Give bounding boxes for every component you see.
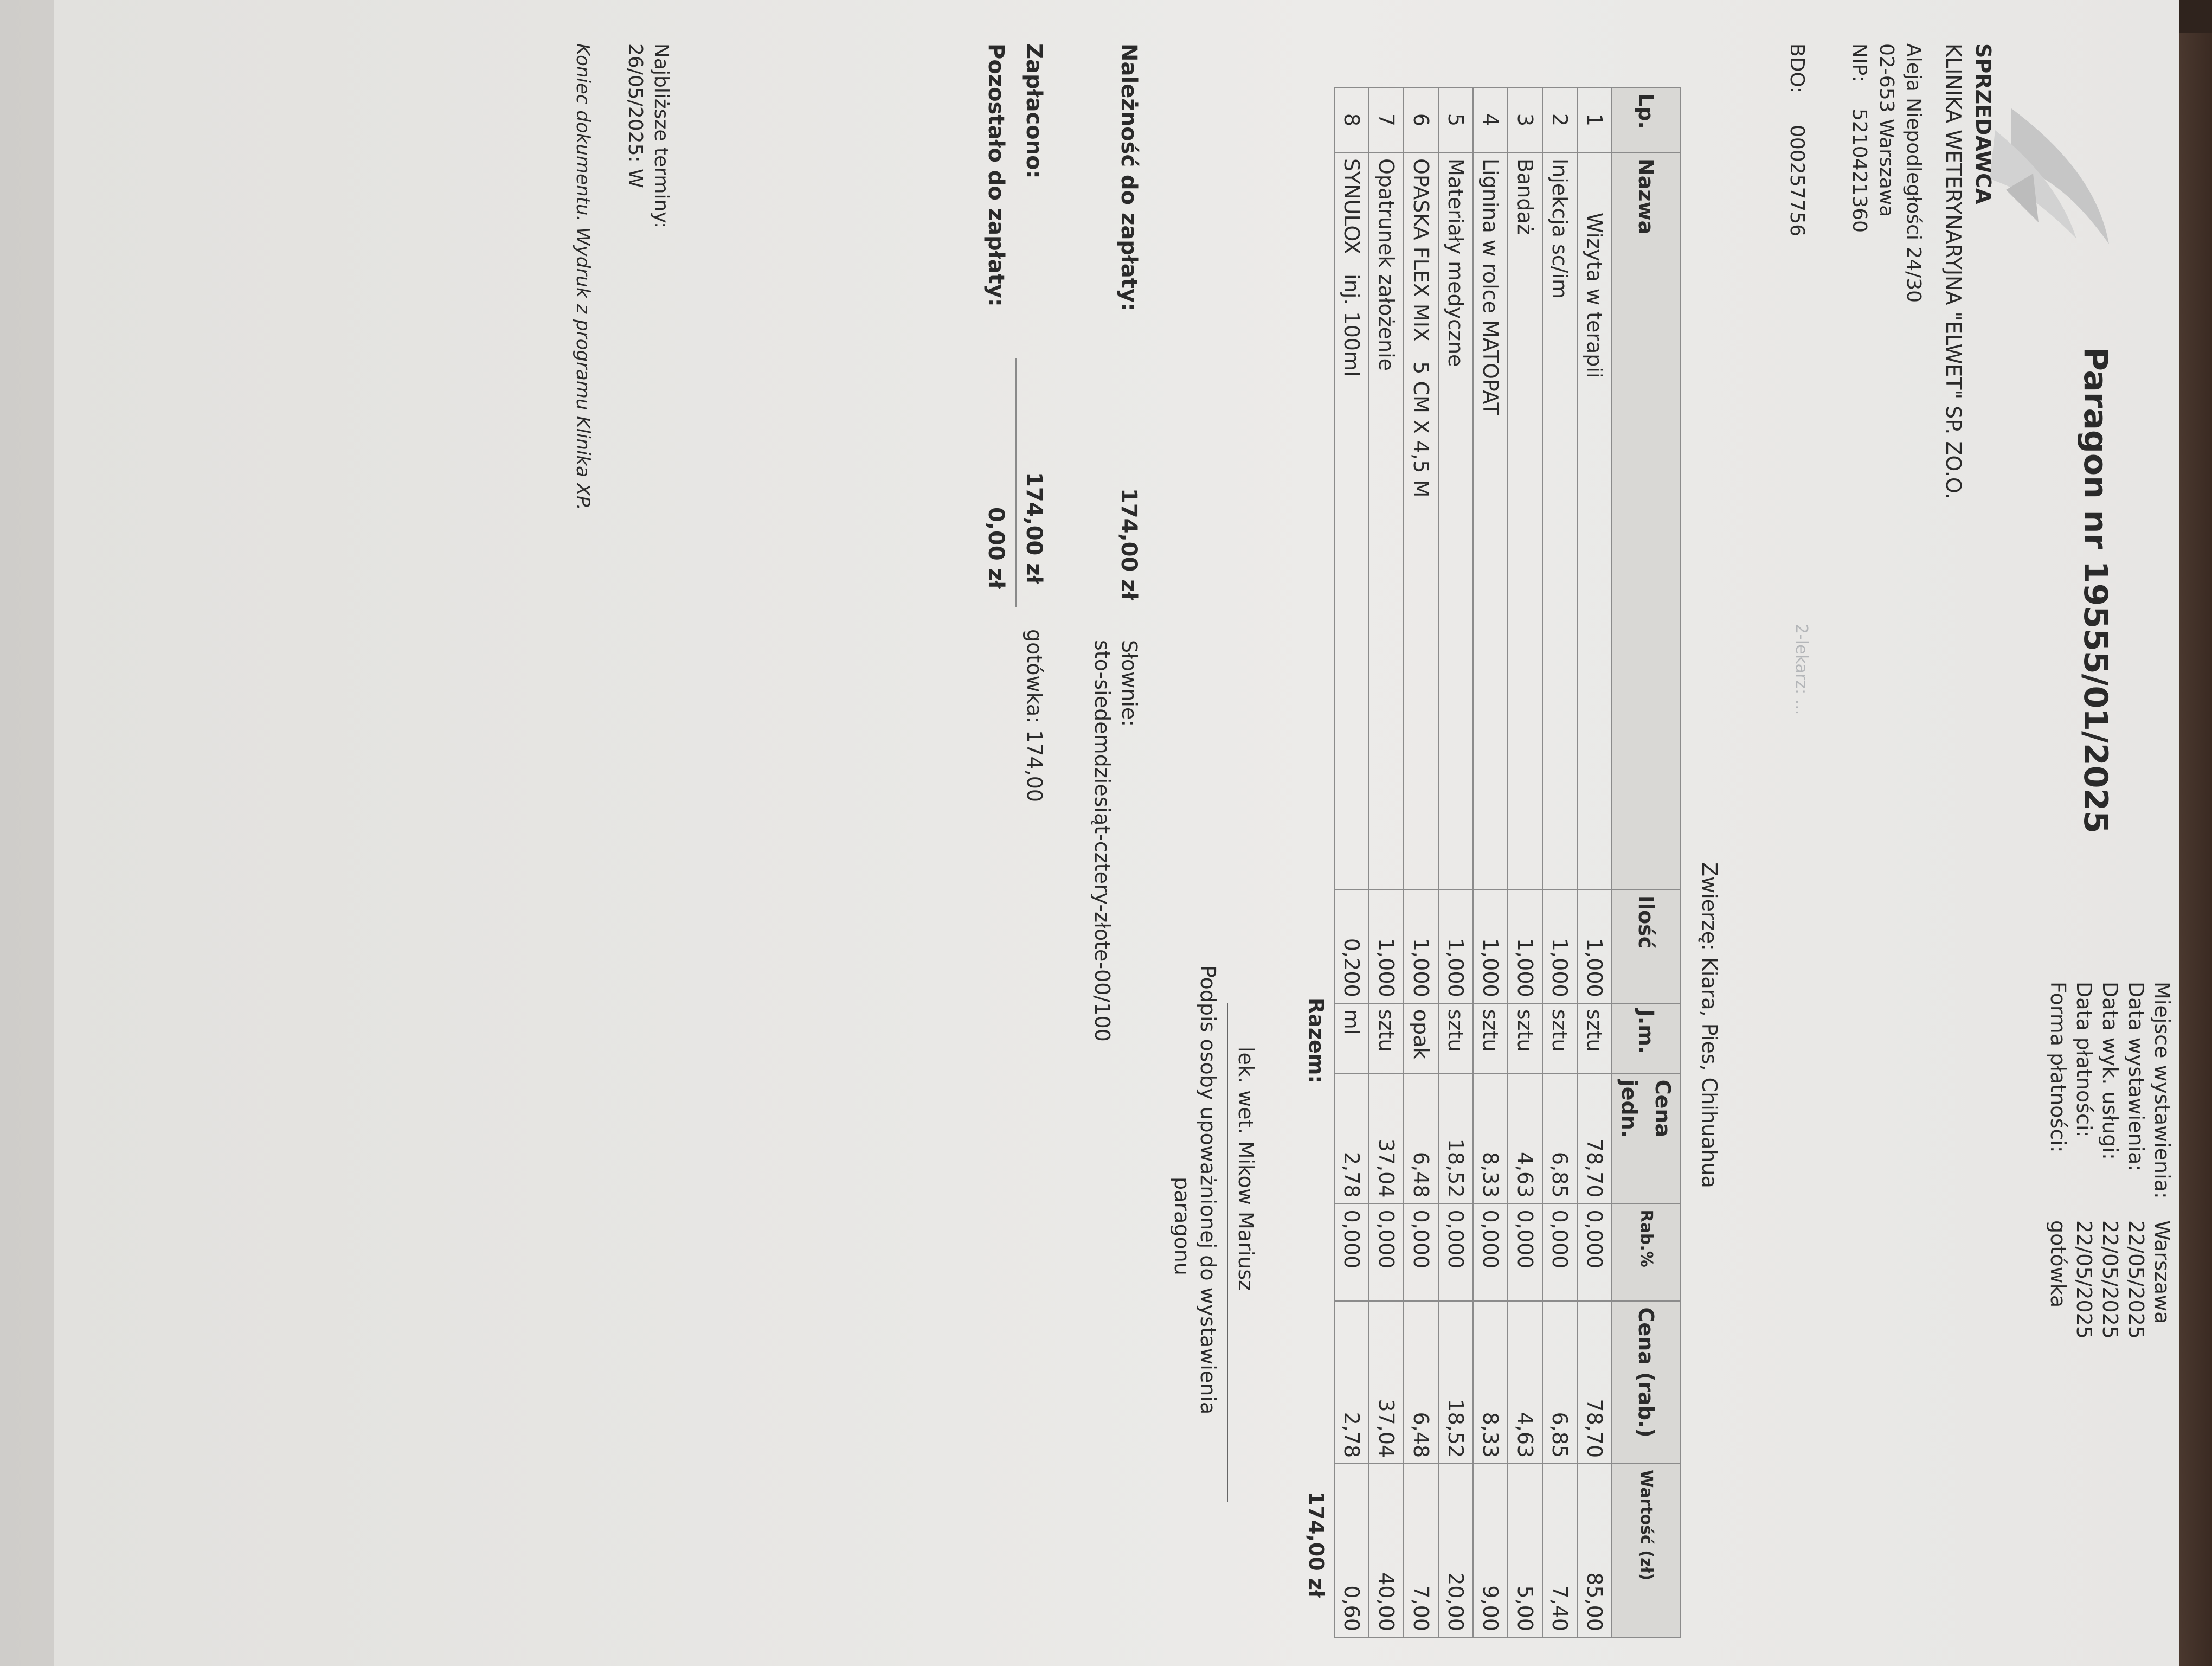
cell-unit: sztu	[1473, 1003, 1508, 1074]
col-header-lp: Lp.	[1612, 87, 1680, 152]
cell-lp: 8	[1334, 87, 1369, 152]
cell-name: Bandaż	[1508, 152, 1542, 889]
cell-lp: 3	[1508, 87, 1542, 152]
words-value: sto-siedemdziesiąt-cztery-złote-00/100	[1090, 640, 1114, 1042]
cell-unit-price: 2,78	[1334, 1074, 1369, 1204]
table-row	[1369, 87, 1404, 1637]
due-label: Należność do zapłaty:	[1116, 43, 1141, 311]
cell-qty: 1,000	[1404, 889, 1438, 1003]
table-row	[1542, 87, 1577, 1637]
col-header-discount: Rab.%	[1612, 1204, 1680, 1302]
cell-value: 9,00	[1473, 1464, 1508, 1637]
total-label: Razem:	[1304, 998, 1328, 1084]
cell-unit: opak	[1404, 1003, 1438, 1074]
cell-qty: 1,000	[1369, 889, 1404, 1003]
cell-qty: 1,000	[1508, 889, 1542, 1003]
cell-discount: 0,000	[1508, 1204, 1542, 1302]
cell-discounted-price: 18,52	[1438, 1301, 1473, 1464]
col-header-qty: Ilość	[1612, 889, 1680, 1003]
animal-info: Zwierzę: Kiara, Pies, Chihuahua	[1697, 862, 1721, 1188]
cell-lp: 6	[1404, 87, 1438, 152]
items-table	[1334, 87, 1681, 1638]
table-row	[1334, 87, 1369, 1637]
cell-unit-price: 6,48	[1404, 1074, 1438, 1204]
meta-label-issue-date: Data wystawienia:	[2124, 982, 2148, 1172]
meta-value-issue-date: 22/05/2025	[2124, 1220, 2148, 1340]
seller-city: 02-653 Warszawa	[1875, 43, 1898, 217]
cell-value: 0,60	[1334, 1464, 1369, 1637]
meta-value-payment-date: 22/05/2025	[2072, 1220, 2096, 1340]
bdo-label: BDO:	[1786, 43, 1808, 94]
cell-discounted-price: 2,78	[1334, 1301, 1369, 1464]
cell-unit: sztu	[1577, 1003, 1612, 1074]
cell-name: SYNULOX inj. 100ml	[1334, 152, 1369, 889]
cell-qty: 1,000	[1577, 889, 1612, 1003]
cell-discounted-price: 37,04	[1369, 1301, 1404, 1464]
col-header-unit: J.m.	[1612, 1003, 1680, 1074]
table-header-row	[1612, 87, 1680, 1637]
cell-qty: 1,000	[1542, 889, 1577, 1003]
cell-discounted-price: 78,70	[1577, 1301, 1612, 1464]
cell-discount: 0,000	[1369, 1204, 1404, 1302]
meta-value-service-date: 22/05/2025	[2098, 1220, 2122, 1340]
cell-discount: 0,000	[1404, 1204, 1438, 1302]
meta-label-payment-date: Data płatności:	[2072, 982, 2096, 1138]
signature-caption-1: Podpis osoby upoważnionej do wystawienia	[1196, 965, 1220, 1415]
cell-discounted-price: 4,63	[1508, 1301, 1542, 1464]
cell-discount: 0,000	[1438, 1204, 1473, 1302]
cell-value: 5,00	[1508, 1464, 1542, 1637]
cell-name: Injekcja sc/im	[1542, 152, 1577, 889]
cell-qty: 1,000	[1438, 889, 1473, 1003]
table-row	[1473, 87, 1508, 1637]
cell-discounted-price: 8,33	[1473, 1301, 1508, 1464]
cell-discounted-price: 6,48	[1404, 1301, 1438, 1464]
paid-value: 174,00 zł	[1021, 472, 1046, 584]
signature-caption-2: paragonu	[1170, 1177, 1194, 1276]
cell-value: 7,00	[1404, 1464, 1438, 1637]
cell-qty: 1,000	[1473, 889, 1508, 1003]
cell-lp: 7	[1369, 87, 1404, 152]
seller-name: KLINIKA WETERYNARYJNA "ELWET" SP. ZO.O.	[1941, 43, 1965, 499]
paid-underline	[1015, 358, 1017, 607]
cell-lp: 1	[1577, 87, 1612, 152]
terms-label: Najbliższe terminy:	[650, 43, 672, 229]
cell-discount: 0,000	[1473, 1204, 1508, 1302]
cell-value: 7,40	[1542, 1464, 1577, 1637]
meta-label-service-date: Data wyk. usługi:	[2098, 982, 2122, 1160]
seller-label: SPRZEDAWCA	[1971, 43, 1995, 204]
cell-lp: 5	[1438, 87, 1473, 152]
remaining-label: Pozostało do zapłaty:	[983, 43, 1008, 307]
remaining-value: 0,00 zł	[983, 507, 1008, 589]
col-header-unit-price: Cena jedn.	[1612, 1074, 1680, 1204]
terms-value: 26/05/2025: W	[624, 43, 646, 188]
receipt-title: Paragon nr 19555/01/2025	[2076, 347, 2114, 834]
cell-unit-price: 37,04	[1369, 1074, 1404, 1204]
cell-unit: ml	[1334, 1003, 1369, 1074]
meta-label-payment-form: Forma płatności:	[2046, 982, 2070, 1153]
cell-discount: 0,000	[1334, 1204, 1369, 1302]
col-header-value: Wartość (zł)	[1612, 1464, 1680, 1637]
col-header-name: Nazwa	[1612, 152, 1680, 889]
cell-unit-price: 8,33	[1473, 1074, 1508, 1204]
cell-name: Wizyta w terapii	[1577, 152, 1612, 889]
cell-name: Opatrunek założenie	[1369, 152, 1404, 889]
nip-value: 5210421360	[1848, 108, 1870, 233]
due-value: 174,00 zł	[1116, 488, 1141, 600]
nip-label: NIP:	[1848, 43, 1870, 82]
table-row	[1404, 87, 1438, 1637]
cell-name: OPASKA FLEX MIX 5 CM X 4,5 M	[1404, 152, 1438, 889]
cell-name: Materiały medyczne	[1438, 152, 1473, 889]
cell-qty: 0,200	[1334, 889, 1369, 1003]
signatory-name: lek. wet. Mikow Mariusz	[1234, 1047, 1258, 1291]
bdo-value: 000257756	[1786, 125, 1808, 237]
cell-value: 40,00	[1369, 1464, 1404, 1637]
cell-lp: 4	[1473, 87, 1508, 152]
cell-discounted-price: 6,85	[1542, 1301, 1577, 1464]
faint-stamp: 2-lekarz: ...	[1792, 624, 1811, 715]
cell-unit: sztu	[1369, 1003, 1404, 1074]
cell-unit-price: 78,70	[1577, 1074, 1612, 1204]
cell-unit: sztu	[1542, 1003, 1577, 1074]
table-row	[1577, 87, 1612, 1637]
paid-label: Zapłacono:	[1021, 43, 1046, 179]
paid-detail: gotówka: 174,00	[1023, 629, 1046, 803]
meta-value-payment-form: gotówka	[2046, 1220, 2070, 1308]
meta-label-place: Miejsce wystawienia:	[2150, 982, 2174, 1199]
cell-lp: 2	[1542, 87, 1577, 152]
cell-unit-price: 6,85	[1542, 1074, 1577, 1204]
col-header-discounted-price: Cena (rab.)	[1612, 1301, 1680, 1464]
cell-value: 20,00	[1438, 1464, 1473, 1637]
cell-discount: 0,000	[1577, 1204, 1612, 1302]
cell-value: 85,00	[1577, 1464, 1612, 1637]
cell-unit: sztu	[1508, 1003, 1542, 1074]
meta-value-place: Warszawa	[2150, 1220, 2174, 1324]
signature-line	[1227, 1003, 1228, 1502]
cell-name: Lignina w rolce MATOPAT	[1473, 152, 1508, 889]
cell-unit-price: 4,63	[1508, 1074, 1542, 1204]
clinic-logo-icon	[1984, 98, 2120, 260]
table-row	[1438, 87, 1473, 1637]
total-value: 174,00 zł	[1304, 1491, 1328, 1598]
cell-unit: sztu	[1438, 1003, 1473, 1074]
table-row	[1508, 87, 1542, 1637]
seller-street: Aleja Niepodległości 24/30	[1902, 43, 1925, 303]
cell-unit-price: 18,52	[1438, 1074, 1473, 1204]
words-label: Słownie:	[1117, 640, 1141, 727]
end-note: Koniec dokumentu. Wydruk z programu Klinika XP.	[572, 43, 594, 510]
cell-discount: 0,000	[1542, 1204, 1577, 1302]
